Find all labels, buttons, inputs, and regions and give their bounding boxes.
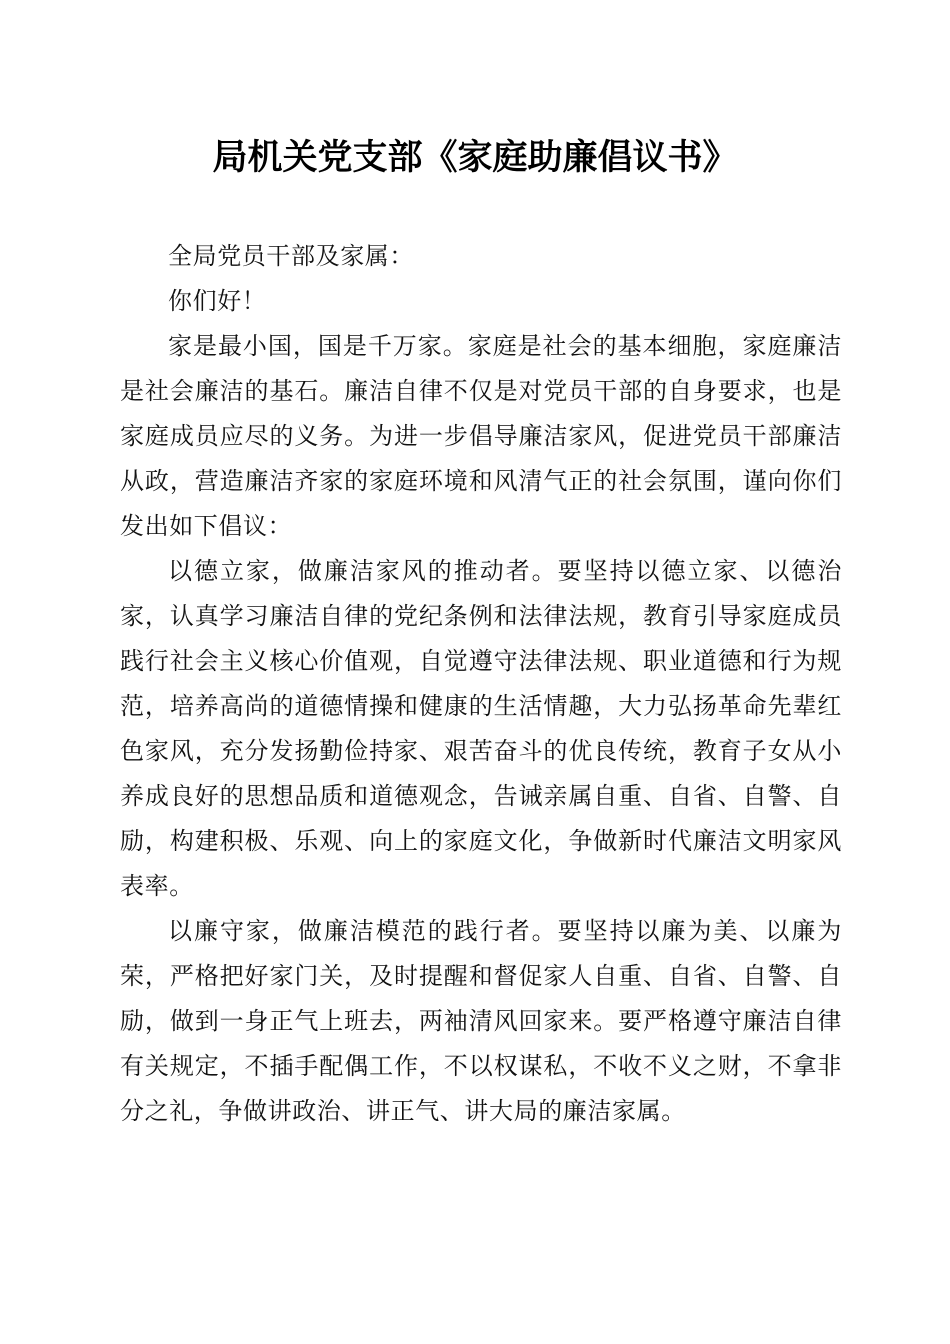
greeting: 你们好！ (168, 287, 267, 315)
paragraph-intro: 家是最小国，国是千万家。家庭是社会的基本细胞，家庭廉洁是社会廉洁的基石。廉洁自律不仅是对党员干部的自身要求，也是家庭成员应尽的义务。为进一步倡导廉洁家风，促进党员干部廉洁从政，营造廉洁齐家的家庭环境和风清气正的社会氛围，谨向你们发出如下倡议： (120, 332, 842, 540)
paragraph-virtue: 以德立家，做廉洁家风的推动者。要坚持以德立家、以德治家，认真学习廉洁自律的党纪条例和法律法规，教育引导家庭成员践行社会主义核心价值观，自觉遵守法律法规、职业道德和行为规范，培养高尚的道德情操和健康的生活情趣，大力弘扬革命先辈红色家风，充分发扬勤俭持家、艰苦奋斗的优良传统，教育子女从小养成良好的思想品质和道德观念，告诫亲属自重、自省、自警、自励，构建积极、乐观、向上的家庭文化，争做新时代廉洁文明家风表率。 (120, 557, 842, 900)
document-title: 局机关党支部《家庭助廉倡议书》 (212, 137, 738, 178)
paragraph-integrity: 以廉守家，做廉洁模范的践行者。要坚持以廉为美、以廉为荣，严格把好家门关，及时提醒和督促家人自重、自省、自警、自励，做到一身正气上班去，两袖清风回家来。要严格遵守廉洁自律有关规定，不插手配偶工作，不以权谋私，不收不义之财，不拿非分之礼，争做讲政治、讲正气、讲大局的廉洁家属。 (120, 917, 842, 1125)
salutation: 全局党员干部及家属： (168, 242, 414, 270)
document-body (120, 234, 842, 1134)
